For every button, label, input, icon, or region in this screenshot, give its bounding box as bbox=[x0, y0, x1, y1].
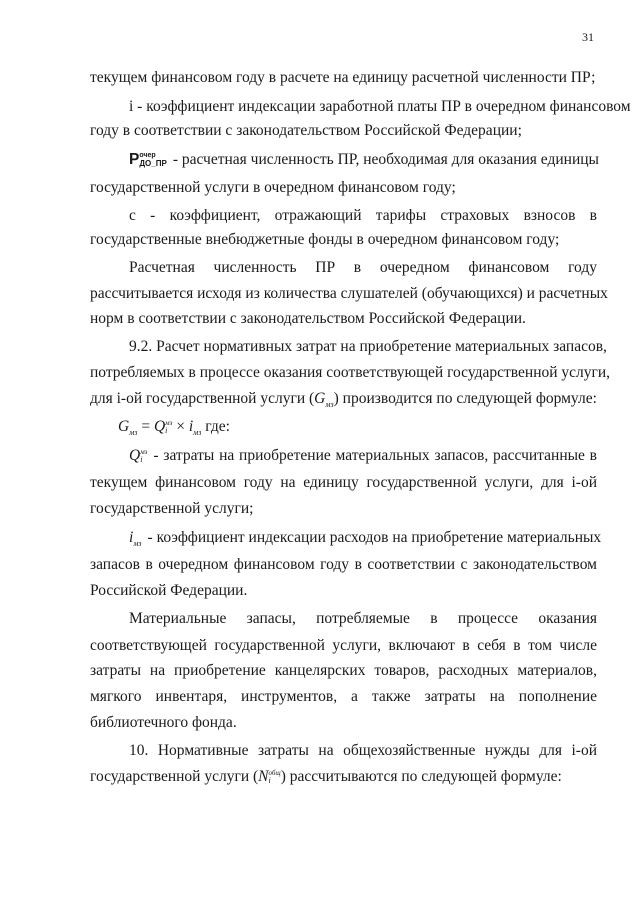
symbol-g: $G_{мз}$ bbox=[314, 390, 334, 410]
symbol-q: Q мз i bbox=[129, 447, 148, 465]
formula-where: где: bbox=[205, 418, 230, 435]
text-fragment: ) рассчитываются по следующей формуле: bbox=[280, 768, 562, 785]
text-line: 10. Нормативные затраты на общехозяйственные нужды для i-ой bbox=[129, 742, 597, 759]
text-fragment: государственной услуги ( bbox=[90, 768, 259, 785]
text-line: Расчетная численность ПР в очередном финансовом году bbox=[129, 259, 597, 276]
text-line: с - коэффициент, отражающий тарифы страховых взносов в bbox=[129, 207, 597, 224]
definition-q bbox=[129, 446, 597, 466]
text-line: государственные внебюджетные фонды в очередном финансовом году; bbox=[90, 231, 560, 248]
formula-materials: $G_{мз} = Q$ мз i × $i_{мз}$ где: bbox=[118, 418, 230, 438]
text-line: рассчитывается исходя из количества слушателей (обучающихся) и расчетных bbox=[90, 285, 608, 302]
formula-line-p bbox=[129, 150, 597, 170]
text-line-with-symbol bbox=[90, 767, 597, 787]
text-line: государственной услуги в очередном финансовом году; bbox=[90, 179, 456, 196]
text-line: Российской Федерации. bbox=[90, 582, 248, 599]
text-line: норм в соответствии с законодательством Российской Федерации. bbox=[90, 310, 526, 327]
text-line: мягкого инвентаря, инструментов, а также затраты на пополнение bbox=[90, 688, 597, 705]
text-line: библиотечного фонда. bbox=[90, 714, 237, 731]
text-line: году в соответствии с законодательством Российской Федерации; bbox=[90, 122, 522, 139]
text-line: - затраты на приобретение материальных запасов, рассчитанные в bbox=[153, 447, 597, 464]
text-fragment: для i-ой государственной услуги ( bbox=[90, 390, 315, 407]
text-line: потребляемых в процессе оказания соответствующей государственной услуги, bbox=[90, 364, 611, 381]
symbol-i: $i_{мз}$ bbox=[129, 529, 142, 549]
formula-g: G bbox=[118, 418, 130, 435]
symbol-p: P очер ДО_ПР bbox=[129, 151, 167, 168]
page-number: 31 bbox=[582, 30, 594, 44]
text-line: государственной услуги; bbox=[90, 500, 254, 517]
definition-i bbox=[129, 528, 602, 554]
text-line: - коэффициент индексации расходов на приобретение материальных bbox=[147, 529, 602, 546]
text-line: затраты на приобретение канцелярских товаров, расходных материалов, bbox=[90, 662, 597, 679]
text-line-with-symbol bbox=[90, 389, 597, 415]
text-line: Материальные запасы, потребляемые в процессе оказания bbox=[129, 610, 597, 627]
text-line: соответствующей государственной услуги, включают в себя в том числе bbox=[90, 637, 597, 654]
text-line: текущем финансовом году на единицу государственной услуги, для i-ой bbox=[90, 474, 597, 491]
text-fragment: ) производится по следующей формуле: bbox=[333, 390, 597, 407]
text-line: 9.2. Расчет нормативных затрат на приобретение материальных запасов, bbox=[129, 338, 607, 355]
text-line: текущем финансовом году в расчете на единицу расчетной численности ПР; bbox=[90, 69, 596, 86]
symbol-n: N общ i bbox=[258, 768, 281, 786]
text-line: i - коэффициент индексации заработной платы ПР в очередном финансовом bbox=[129, 98, 631, 115]
text-line: запасов в очередном финансовом году в соответствии с законодательством bbox=[90, 556, 597, 573]
text-line: - расчетная численность ПР, необходимая для оказания единицы bbox=[172, 151, 599, 168]
